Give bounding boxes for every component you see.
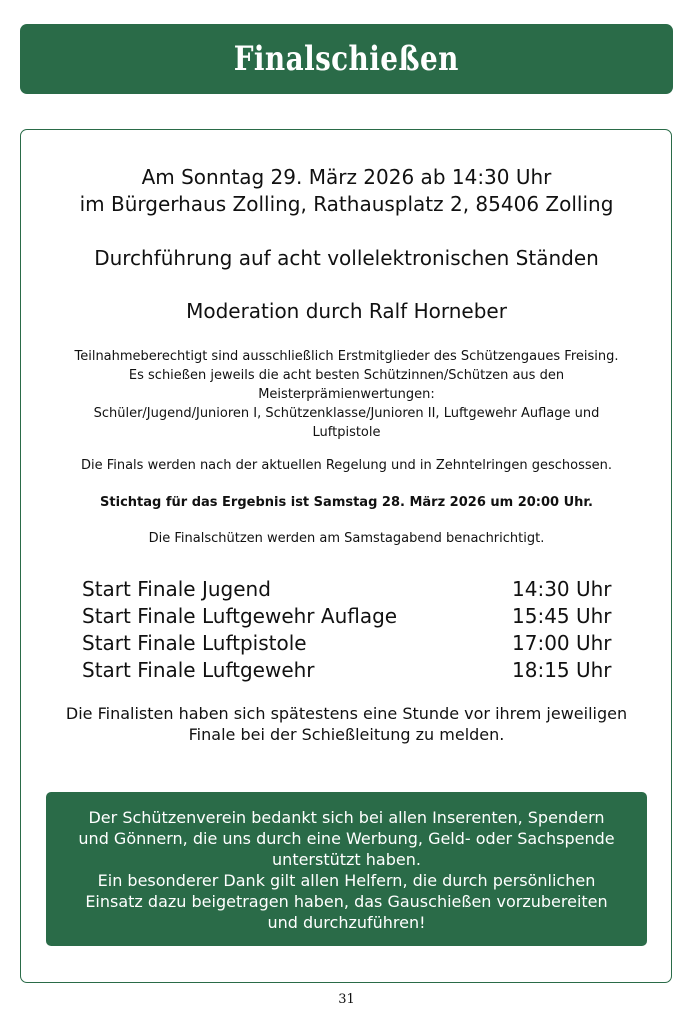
schedule-row [82,603,612,630]
schedule-time: 14:30 Uhr [512,577,612,601]
page-title: Finalschießen [233,39,460,79]
notification-text: Die Finalschützen werden am Samstagabend benachrichtigt. [148,531,545,546]
schedule-time: 18:15 Uhr [512,658,612,682]
thanks-line: Der Schützenverein bedankt sich bei allen Inserenten, Spendern [88,808,605,827]
thanks-line: und durchzuführen! [267,913,426,932]
report-note [0,703,693,745]
rules-text: Die Finals werden nach der aktuellen Regelung und in Zehntelringen geschossen. [80,458,613,473]
schedule-row [82,657,612,684]
eligibility-line: Luftpistole [312,425,381,440]
event-location: im Bürgerhaus Zolling, Rathausplatz 2, 85406 Zolling [79,192,614,216]
report-line: Finale bei der Schießleitung zu melden. [188,725,505,744]
eligibility-text [0,347,693,442]
title-banner [20,24,673,94]
schedule-label: Start Finale Luftgewehr Auflage [82,604,398,628]
schedule-time: 15:45 Uhr [512,604,612,628]
thanks-line: Einsatz dazu beigetragen haben, das Gauschießen vorzubereiten [85,892,608,911]
event-date: Am Sonntag 29. März 2026 ab 14:30 Uhr [141,165,552,189]
schedule-row [82,576,612,603]
thanks-line: und Gönnern, die uns durch eine Werbung, Geld- oder Sachspende [78,829,615,848]
schedule-row [82,630,612,657]
event-moderation: Moderation durch Ralf Horneber [186,299,507,323]
eligibility-line: Teilnahmeberechtigt sind ausschließlich Erstmitglieder des Schützengaues Freising. [74,349,619,364]
eligibility-line: Meisterprämienwertungen: [258,387,435,402]
event-stands: Durchführung auf acht vollelektronischen Ständen [94,246,599,270]
eligibility-line: Es schießen jeweils die acht besten Schützinnen/Schützen aus den [128,368,565,383]
schedule-label: Start Finale Luftpistole [82,631,307,655]
schedule-list [82,576,612,684]
thanks-line: unterstützt haben. [272,850,421,869]
eligibility-line: Schüler/Jugend/Junioren I, Schützenklasse/Junioren II, Luftgewehr Auflage und [93,406,600,421]
page-number: 31 [338,992,355,1007]
schedule-label: Start Finale Luftgewehr [82,658,315,682]
schedule-time: 17:00 Uhr [512,631,612,655]
thanks-box [46,792,647,946]
thanks-line: Ein besonderer Dank gilt allen Helfern, die durch persönlichen [97,871,596,890]
schedule-label: Start Finale Jugend [82,577,271,601]
deadline-text: Stichtag für das Ergebnis ist Samstag 28. März 2026 um 20:00 Uhr. [100,495,593,510]
report-line: Die Finalisten haben sich spätestens eine Stunde vor ihrem jeweiligen [65,704,628,723]
